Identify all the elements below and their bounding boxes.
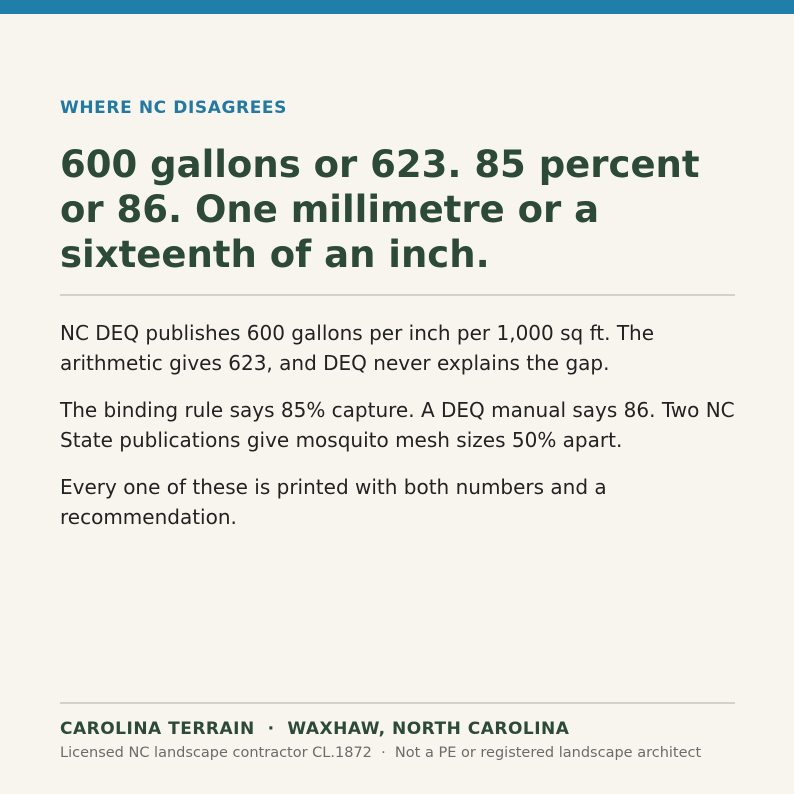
body-text [60,318,740,549]
page-headline: 600 gallons or 623. 85 percent or 86. One millimetre or a sixteenth of an inch. [60,143,700,276]
footer-company: CAROLINA TERRAIN · WAXHAW, NORTH CAROLINA [60,719,570,739]
paragraph: The binding rule says 85% capture. A DEQ manual says 86. Two NC State publications give mosquito mesh sizes 50% apart. [60,398,735,452]
section-kicker: WHERE NC DISAGREES [60,98,287,118]
footer-credentials: Licensed NC landscape contractor CL.1872 · Not a PE or registered landscape architect [60,745,702,761]
paragraph: Every one of these is printed with both numbers and a recommendation. [60,475,607,529]
top-accent-bar [0,0,794,14]
paragraph: NC DEQ publishes 600 gallons per inch per 1,000 sq ft. The arithmetic gives 623, and DEQ never explains the gap. [60,321,655,375]
divider-bottom [60,702,735,704]
divider-top [60,294,735,296]
